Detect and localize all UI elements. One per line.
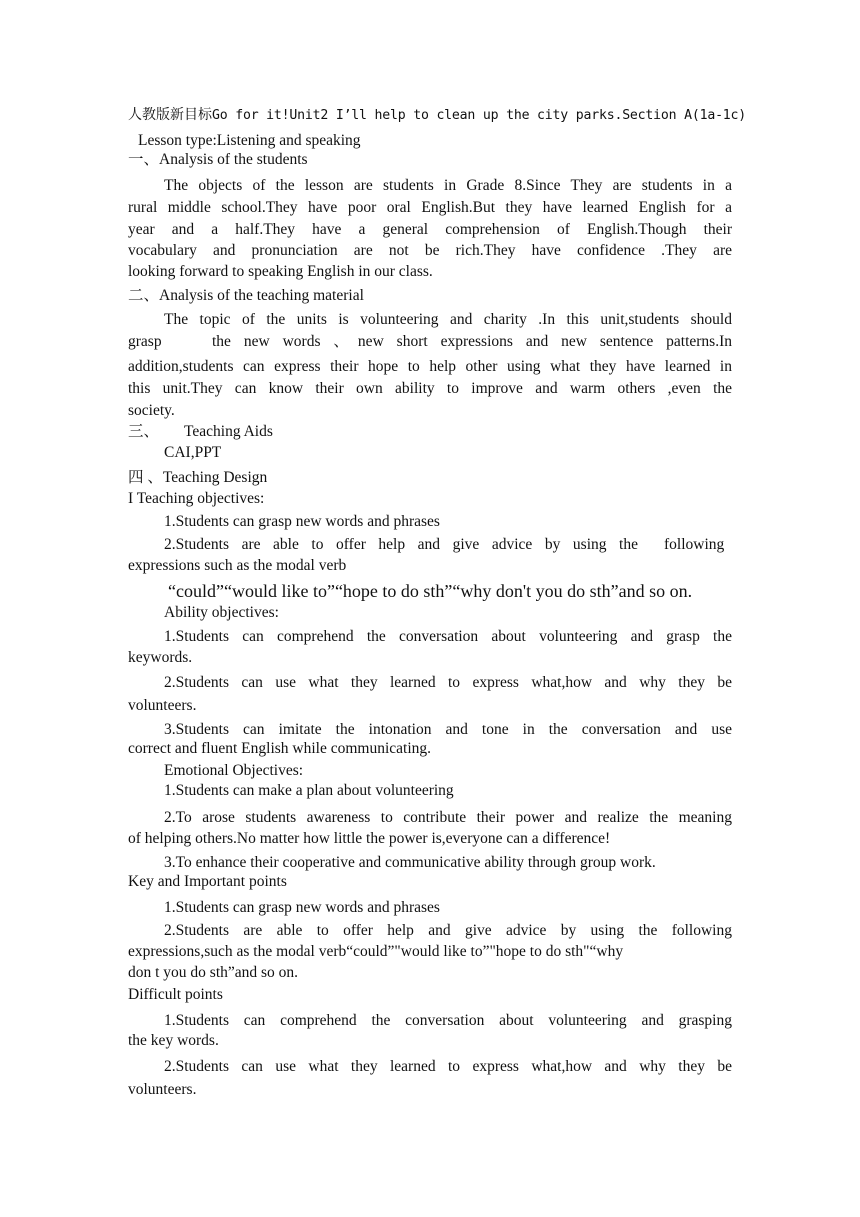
objective-line: keywords. <box>128 649 193 666</box>
key-point-line: expressions,such as the modal verb“could”"would like to”"hope to do sth"“why <box>128 943 624 960</box>
paragraph-line: rural middle school.They have poor oral English.But they have learned English for a <box>128 199 732 216</box>
objective-line: of helping others.No matter how little the power is,everyone can a difference! <box>128 830 611 847</box>
difficult-point-line: volunteers. <box>128 1081 197 1098</box>
section-3-title: Teaching Aids <box>184 423 273 440</box>
section-2-title: Analysis of the teaching material <box>159 287 364 304</box>
key-points-heading: Key and Important points <box>128 873 287 890</box>
emotional-objectives-heading: Emotional Objectives: <box>164 762 304 779</box>
document-title <box>128 105 747 126</box>
modal-verb-examples: “could”“would like to”“hope to do sth”“why don't you do sth”and so on. <box>168 581 693 601</box>
lesson-type: Lesson type:Listening and speaking <box>138 132 361 149</box>
title-chinese: 人教版新目标 <box>128 107 212 123</box>
objective-item: 3.To enhance their cooperative and communicative ability through group work. <box>164 854 656 871</box>
objective-line: 2.Students are able to offer help and give advice by using the <box>164 536 638 553</box>
paragraph-line: society. <box>128 402 175 419</box>
section-4-title: 、Teaching Design <box>147 469 268 486</box>
paragraph-line: looking forward to speaking English in our class. <box>128 263 433 280</box>
teaching-aids-content: CAI,PPT <box>164 444 222 461</box>
objective-line: correct and fluent English while communicating. <box>128 740 432 757</box>
difficult-point-line: 1.Students can comprehend the conversation about volunteering and grasping <box>164 1012 732 1029</box>
section-4-heading <box>128 468 732 488</box>
paragraph-line: The topic of the units is volunteering and charity .In this unit,students should <box>164 311 732 328</box>
section-1-title: Analysis of the students <box>159 151 308 168</box>
objective-line: expressions such as the modal verb <box>128 557 347 574</box>
objective-item: 1.Students can grasp new words and phrases <box>164 513 440 530</box>
title-english: Go for it!Unit2 I’ll help to clean up the city parks.Section A(1a-1c) <box>212 108 747 123</box>
objective-line: 2.Students can use what they learned to express what,how and why they be <box>164 674 732 691</box>
paragraph-line: the new words 、new short expressions and new sentence patterns.In <box>212 333 732 350</box>
section-3-heading <box>128 422 732 442</box>
paragraph-line: addition,students can express their hope to help other using what they have learned in <box>128 358 732 375</box>
ability-objectives-heading: Ability objectives: <box>164 604 279 621</box>
paragraph-line: vocabulary and pronunciation are not be rich.They have confidence .They are <box>128 242 732 259</box>
paragraph-line: this unit.They can know their own ability to improve and warm others ,even the <box>128 380 732 397</box>
objective-line: 1.Students can comprehend the conversation about volunteering and grasp the <box>164 628 732 645</box>
section-1-number: 一、 <box>128 151 160 168</box>
section-1-heading <box>128 150 732 170</box>
paragraph-line: year and a half.They have a general comprehension of English.Though their <box>128 221 732 238</box>
objective-line: 3.Students can imitate the intonation and tone in the conversation and use <box>164 721 732 738</box>
difficult-points-heading: Difficult points <box>128 986 223 1003</box>
paragraph-line: The objects of the lesson are students in Grade 8.Since They are students in a <box>164 177 732 194</box>
objective-item: 1.Students can make a plan about volunteering <box>164 782 454 799</box>
objective-line: following <box>664 536 725 553</box>
key-point-line: don t you do sth”and so on. <box>128 964 299 981</box>
key-point-line: 2.Students are able to offer help and give advice by using the following <box>164 922 732 939</box>
section-2-number: 二、 <box>128 287 160 304</box>
objective-line: 2.To arose students awareness to contribute their power and realize the meaning <box>164 809 732 826</box>
section-4-number: 四 <box>128 469 144 486</box>
teaching-objectives-heading: I Teaching objectives: <box>128 490 265 507</box>
section-3-number: 三、 <box>128 423 160 440</box>
key-point-item: 1.Students can grasp new words and phrases <box>164 899 440 916</box>
difficult-point-line: the key words. <box>128 1032 219 1049</box>
difficult-point-line: 2.Students can use what they learned to express what,how and why they be <box>164 1058 732 1075</box>
objective-line: volunteers. <box>128 697 197 714</box>
section-2-heading <box>128 286 732 306</box>
paragraph-fragment: grasp <box>128 333 162 350</box>
